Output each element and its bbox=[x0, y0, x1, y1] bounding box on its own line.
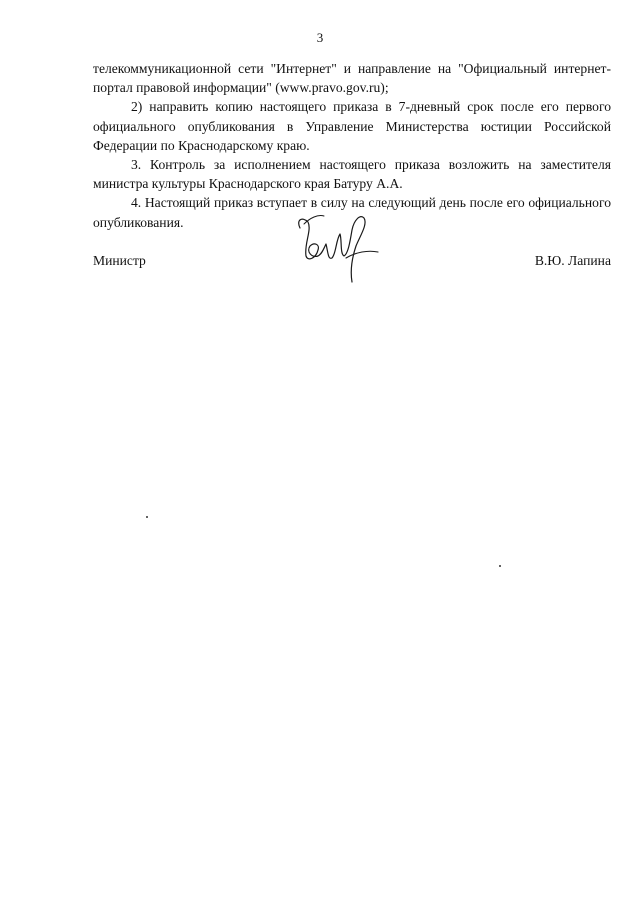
handwritten-signature bbox=[290, 200, 380, 288]
paragraph-continuation: телекоммуникационной сети "Интернет" и направление на "Официальный интернет-портал правовой информации" (www.pravo.gov.ru); bbox=[93, 61, 611, 96]
scan-speck bbox=[146, 516, 148, 518]
page-number: 3 bbox=[316, 30, 324, 45]
paragraph-item-2: 2) направить копию настоящего приказа в 7-дневный срок после его первого официального опубликования в Управление Министерства юстиции Российской Федерации по Краснодарскому краю. bbox=[93, 99, 611, 153]
scan-speck bbox=[499, 565, 501, 567]
signatory-name: В.Ю. Лапина bbox=[534, 253, 611, 268]
paragraph-item-3: 3. Контроль за исполнением настоящего приказа возложить на заместителя министра культуры Краснодарского края Батуру А.А. bbox=[93, 157, 611, 192]
paragraph-item-4: 4. Настоящий приказ вступает в силу на следующий день после его официального опубликования. bbox=[93, 195, 611, 230]
signatory-title: Министр bbox=[93, 253, 146, 268]
